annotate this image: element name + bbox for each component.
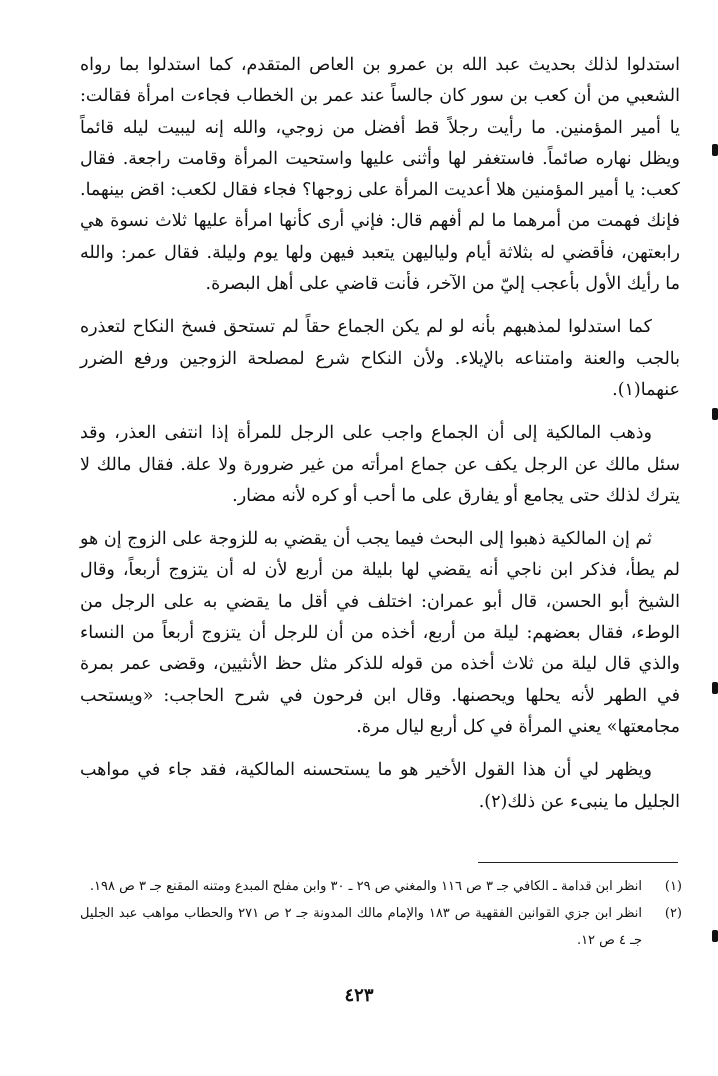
footnote-1 <box>80 873 682 900</box>
footnotes <box>80 873 682 954</box>
binding-mark <box>712 930 718 942</box>
paragraph-5: ويظهر لي أن هذا القول الأخير هو ما يستحسنه المالكية، فقد جاء في مواهب الجليل ما ينبىء عن ذلك(٢). <box>80 760 680 812</box>
footnote-number: (١) <box>664 879 682 894</box>
binding-mark <box>712 408 718 420</box>
binding-mark <box>712 144 718 156</box>
footnote-text: انظر ابن قدامة ـ الكافي جـ ٣ ص ١١٦ والمغني ص ٢٩ ـ ٣٠ وابن مفلح المبدع ومتنه المقنع جـ ٣ ص ١٩٨. <box>89 879 642 894</box>
binding-mark <box>712 682 718 694</box>
page-number: ٤٢٣ <box>344 985 374 1006</box>
footnote-divider <box>478 862 678 863</box>
footnote-text: انظر ابن جزي القوانين الفقهية ص ١٨٣ والإمام مالك المدونة جـ ٢ ص ٢٧١ والحطاب مواهب عبد الجليل جـ ٤ ص ١٢. <box>80 906 642 948</box>
footnote-number: (٢) <box>664 906 682 921</box>
paragraph-4: ثم إن المالكية ذهبوا إلى البحث فيما يجب أن يقضي به للزوجة على الزوج إن هو لم يطأ، فذكر ابن ناجي أنه يقضي لها بليلة من أربع لأن له أن يتزوج أربعاً، وقال الشيخ أبو الحسن، قال أبو عمران: اختلف في أقل ما يقضي به على الرجل من الوطء، فقال بعضهم: ليلة من أربع، أخذه من أن للرجل أن يتزوج أربعاً من النساء والذي قال ليلة من ثلاث أخذه من قوله للذكر مثل حظ الأنثيين، وقضى عمر بمرة في الطهر لأنه يحلها ويحصنها. وقال ابن فرحون في شرح الحاجب: «ويستحب مجامعتها» يعني المرأة في كل أربع ليال مرة. <box>80 529 680 737</box>
footnote-2 <box>80 900 682 954</box>
paragraph-2: كما استدلوا لمذهبهم بأنه لو لم يكن الجماع حقاً لم تستحق فسخ النكاح لتعذره بالجب والعنة وامتناعه بالإيلاء. ولأن النكاح شرع لمصلحة الزوجين ورفع الضرر عنهما(١). <box>80 317 680 400</box>
paragraph-3: وذهب المالكية إلى أن الجماع واجب على الرجل للمرأة إذا انتفى العذر، وقد سئل مالك عن الرجل يكف عن جماع امرأته من غير ضرورة ولا علة. فقال مالك لا يترك لذلك حتى يجامع أو يفارق على ما أحب أو كره لأنه مضار. <box>80 423 680 506</box>
paragraph-1: استدلوا لذلك بحديث عبد الله بن عمرو بن العاص المتقدم، كما استدلوا بما رواه الشعبي من أن كعب بن سور كان جالساً عند عمر بن الخطاب فجاءت امرأة فقالت: يا أمير المؤمنين. ما رأيت رجلاً قط أفضل من زوجي، والله إنه ليبيت ليله قائماً ويظل نهاره صائماً. فاستغفر لها وأثنى عليها واستحيت المرأة وقامت راجعة. فقال كعب: يا أمير المؤمنين هلا أعديت المرأة على زوجها؟ فجاء فقال لكعب: اقض بينهما. فإنك فهمت من أمرهما ما لم أفهم قال: فإني أرى كأنها امرأة عليها ثلاث نسوة هي رابعتهن، فأقضي له بثلاثة أيام ولياليهن يتعبد فيهن ولها يوم وليلة. فقال عمر: والله ما رأيك الأول بأعجب إليّ من الآخر، فأنت قاضي على أهل البصرة. <box>80 55 680 295</box>
main-text <box>80 50 680 830</box>
